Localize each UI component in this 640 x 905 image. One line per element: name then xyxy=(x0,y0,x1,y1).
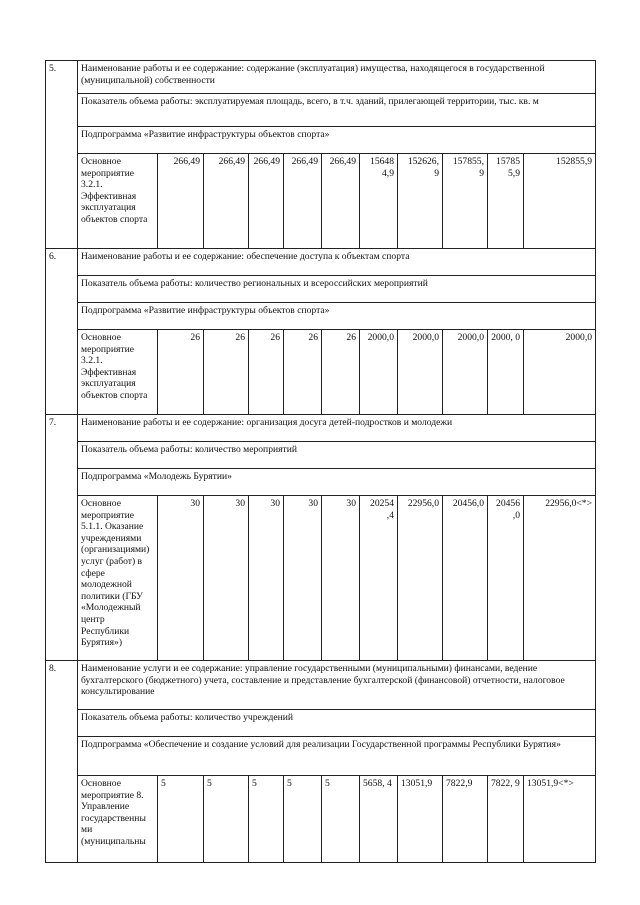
program-table xyxy=(45,60,596,863)
value-cell: 7822, 9 xyxy=(488,776,524,863)
value-cell: 20254 ,4 xyxy=(360,496,398,661)
value-cell: 30 xyxy=(284,496,322,661)
value-cell: 5 xyxy=(204,776,249,863)
value-cell: 26 xyxy=(249,330,284,415)
value-cell: 20456,0 xyxy=(443,496,488,661)
value-cell: 152626, 9 xyxy=(398,154,443,249)
value-cell: 5 xyxy=(322,776,360,863)
value-cell: 26 xyxy=(158,330,204,415)
work-title: Наименование работы и ее содержание: организация досуга детей-подростков и молодежи xyxy=(78,415,596,442)
value-cell: 15785 5,9 xyxy=(488,154,524,249)
value-cell: 26 xyxy=(204,330,249,415)
value-cell: 157855, 9 xyxy=(443,154,488,249)
section-number: 5. xyxy=(46,61,78,249)
section-row xyxy=(46,469,596,496)
work-title: Наименование услуги и ее содержание: управление государственными (муниципальными) финансами, ведение бухгалтерского (бюджетного) учета, составление и представление бухгалтерской (финансовой) отчетности, налоговое консультирование xyxy=(78,661,596,710)
value-cell: 5658, 4 xyxy=(360,776,398,863)
value-cell: 26 xyxy=(322,330,360,415)
value-cell: 266,49 xyxy=(284,154,322,249)
value-cell: 13051,9 xyxy=(398,776,443,863)
subprogram-text: Подпрограмма «Развитие инфраструктуры объектов спорта» xyxy=(78,127,596,154)
value-cell: 152855,9 xyxy=(524,154,596,249)
data-row xyxy=(46,330,596,415)
value-cell: 266,49 xyxy=(204,154,249,249)
work-title: Наименование работы и ее содержание: обеспечение доступа к объектам спорта xyxy=(78,249,596,276)
data-row xyxy=(46,776,596,863)
section-row xyxy=(46,737,596,776)
value-cell: 2000, 0 xyxy=(488,330,524,415)
value-cell: 266,49 xyxy=(249,154,284,249)
value-cell: 2000,0 xyxy=(398,330,443,415)
data-row xyxy=(46,154,596,249)
value-cell: 30 xyxy=(158,496,204,661)
section-number: 7. xyxy=(46,415,78,661)
section-row xyxy=(46,661,596,710)
event-cell: Основное мероприятие 3.2.1. Эффективная эксплуатация объектов спорта xyxy=(78,154,158,249)
section-row xyxy=(46,276,596,303)
event-cell: Основное мероприятие 8. Управление государственны ми (муниципальны xyxy=(78,776,158,863)
value-cell: 266,49 xyxy=(158,154,204,249)
value-cell: 2000,0 xyxy=(524,330,596,415)
value-cell: 7822,9 xyxy=(443,776,488,863)
value-cell: 22956,0<*> xyxy=(524,496,596,661)
value-cell: 2000,0 xyxy=(360,330,398,415)
section-row xyxy=(46,442,596,469)
value-cell: 30 xyxy=(249,496,284,661)
value-cell: 15648 4,9 xyxy=(360,154,398,249)
subprogram-text: Подпрограмма «Обеспечение и создание условий для реализации Государственной программы Республики Бурятия» xyxy=(78,737,596,776)
indicator-text: Показатель объема работы: количество региональных и всероссийских мероприятий xyxy=(78,276,596,303)
section-row xyxy=(46,303,596,330)
event-cell: Основное мероприятие 5.1.1. Оказание учреждениями (организациями) услуг (работ) в сфере молодежной политики (ГБУ «Молодежный центр Республики Бурятия») xyxy=(78,496,158,661)
value-cell: 2000,0 xyxy=(443,330,488,415)
section-row xyxy=(46,94,596,127)
subprogram-text: Подпрограмма «Развитие инфраструктуры объектов спорта» xyxy=(78,303,596,330)
work-title: Наименование работы и ее содержание: содержание (эксплуатация) имущества, находящегося в государственной (муниципальной) собственности xyxy=(78,61,596,94)
value-cell: 5 xyxy=(284,776,322,863)
event-cell: Основное мероприятие 3.2.1. Эффективная эксплуатация объектов спорта xyxy=(78,330,158,415)
section-row xyxy=(46,61,596,94)
value-cell: 266,49 xyxy=(322,154,360,249)
section-row xyxy=(46,710,596,737)
table-body xyxy=(46,61,596,863)
section-number: 8. xyxy=(46,661,78,863)
value-cell: 26 xyxy=(284,330,322,415)
section-row xyxy=(46,127,596,154)
data-row xyxy=(46,496,596,661)
subprogram-text: Подпрограмма «Молодежь Бурятии» xyxy=(78,469,596,496)
indicator-text: Показатель объема работы: количество мероприятий xyxy=(78,442,596,469)
section-number: 6. xyxy=(46,249,78,415)
value-cell: 13051,9<*> xyxy=(524,776,596,863)
value-cell: 5 xyxy=(249,776,284,863)
value-cell: 22956,0 xyxy=(398,496,443,661)
value-cell: 30 xyxy=(322,496,360,661)
value-cell: 30 xyxy=(204,496,249,661)
value-cell: 20456 ,0 xyxy=(488,496,524,661)
value-cell: 5 xyxy=(158,776,204,863)
indicator-text: Показатель объема работы: количество учреждений xyxy=(78,710,596,737)
section-row xyxy=(46,415,596,442)
section-row xyxy=(46,249,596,276)
indicator-text: Показатель объема работы: эксплуатируемая площадь, всего, в т.ч. зданий, прилегающей территории, тыс. кв. м xyxy=(78,94,596,127)
